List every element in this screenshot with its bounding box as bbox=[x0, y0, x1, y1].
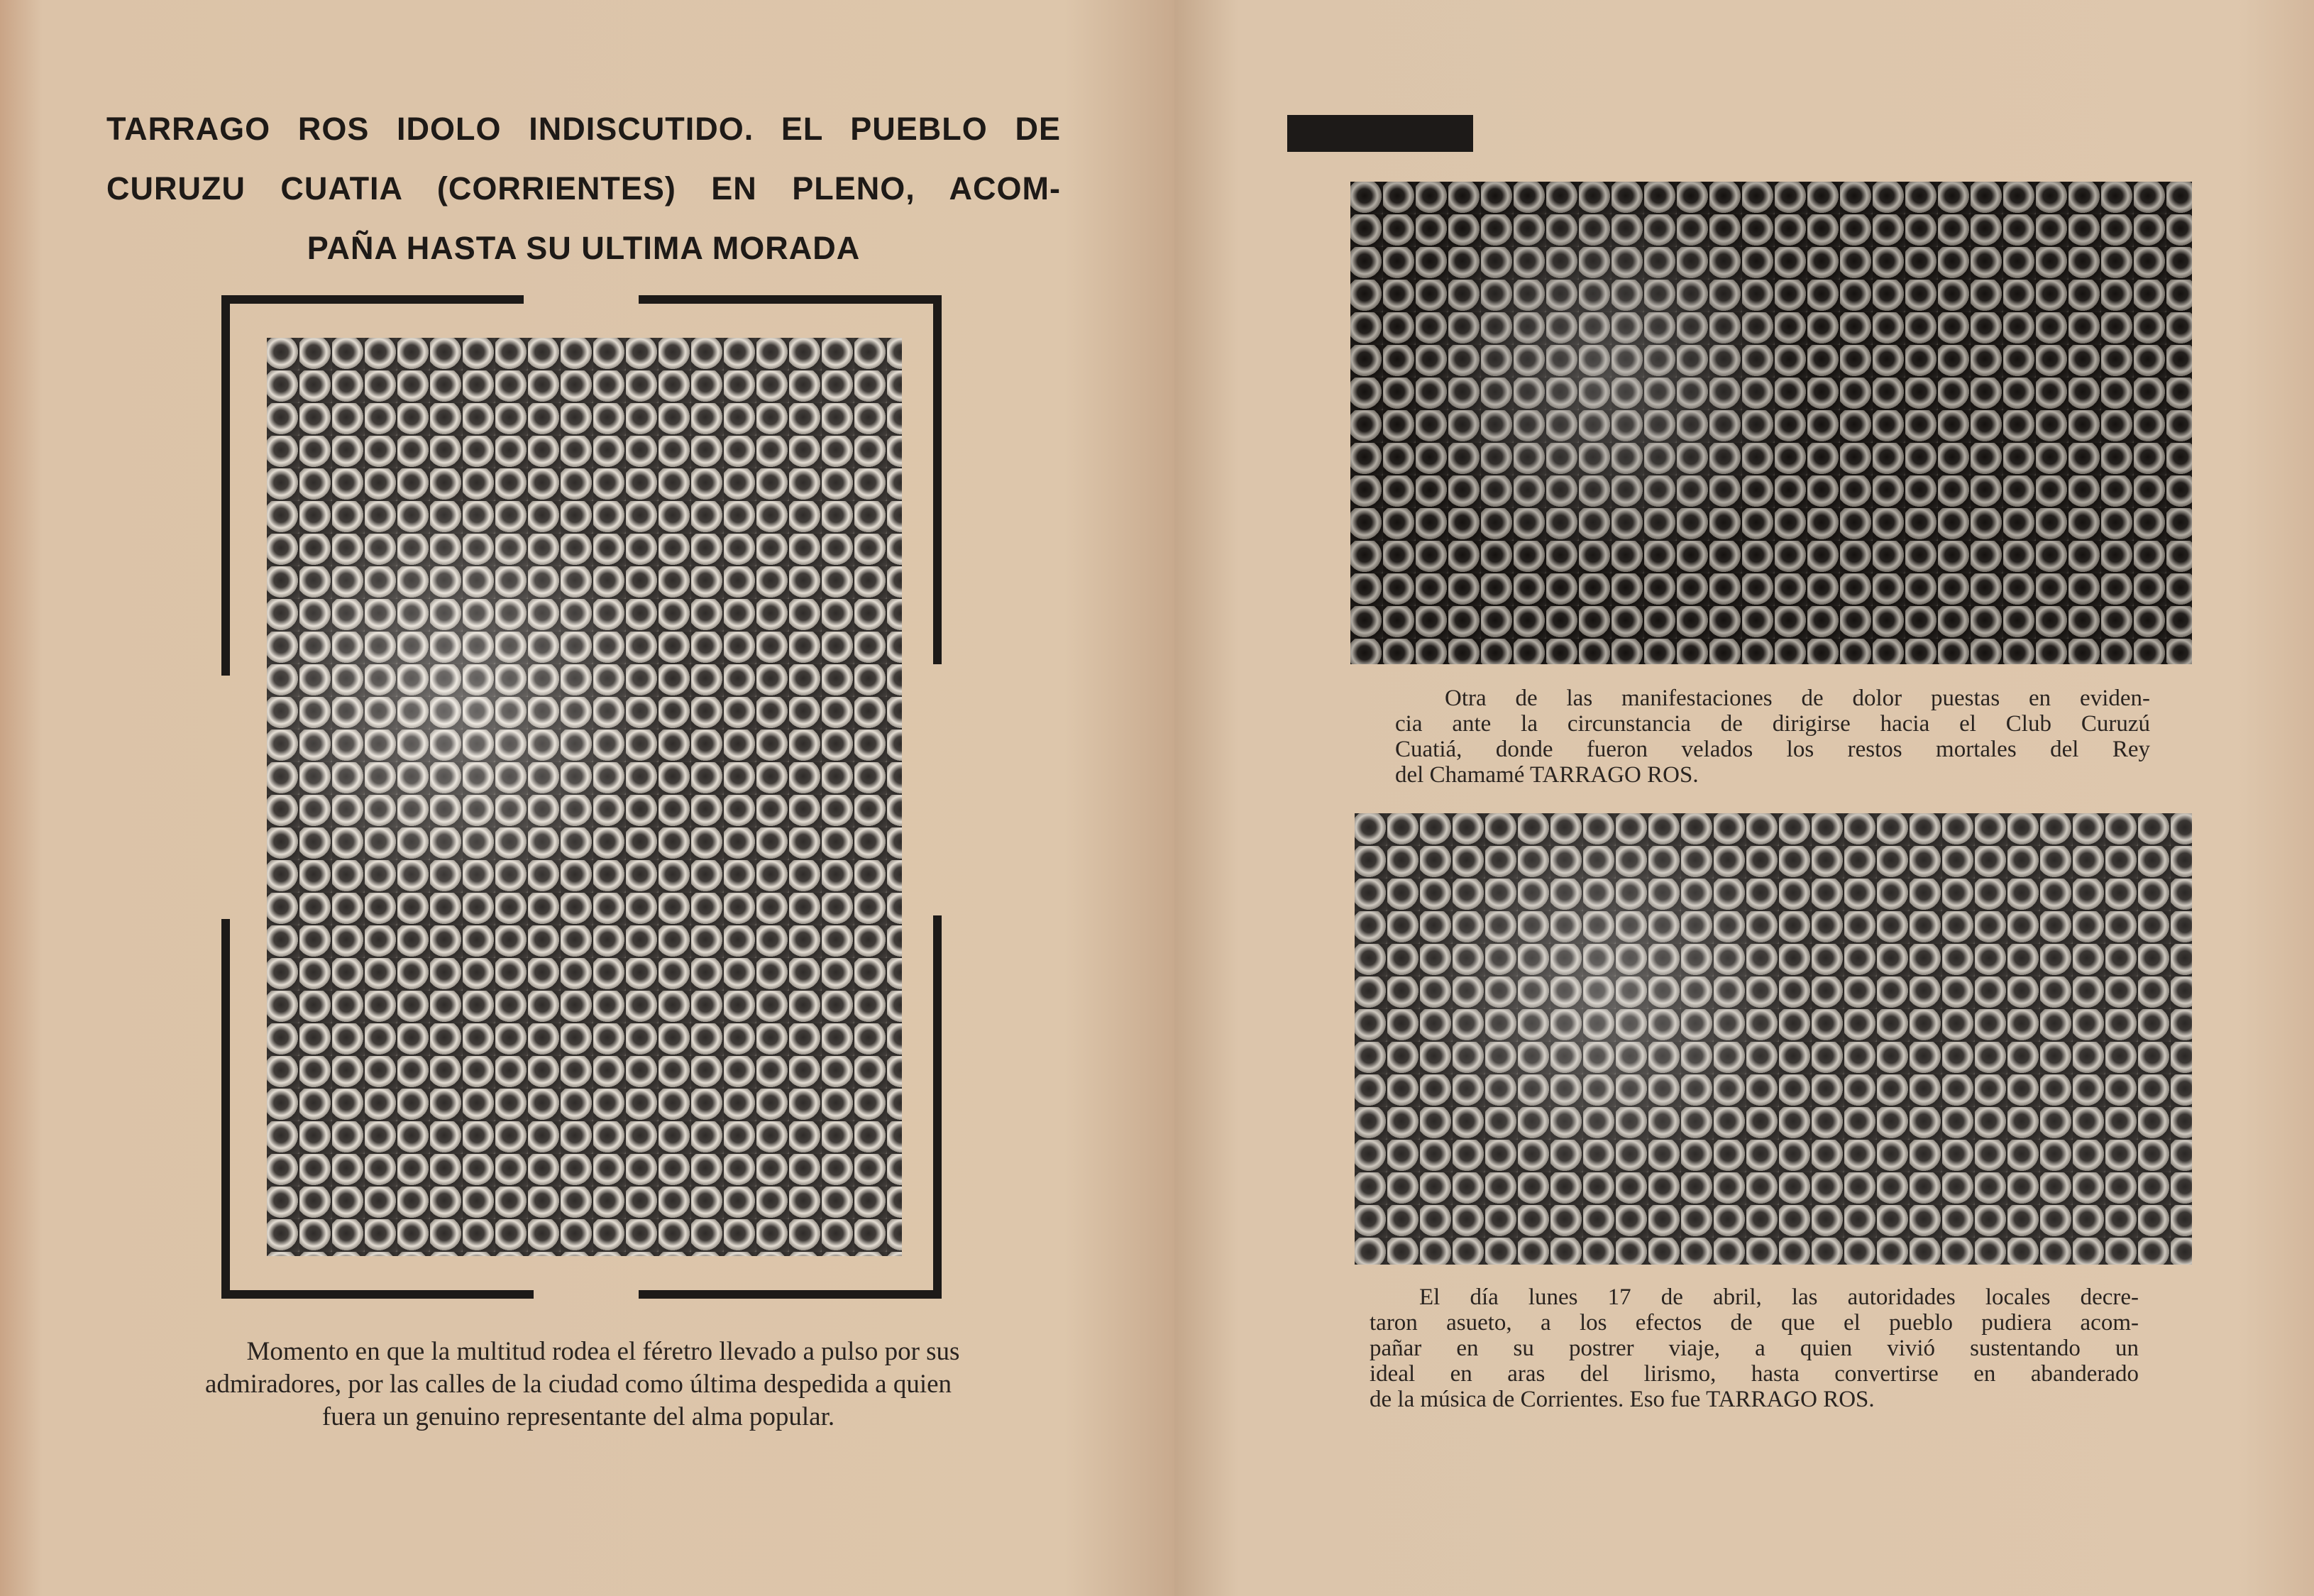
headline-line: CURUZU CUATIA (CORRIENTES) EN PLENO, ACOM- bbox=[106, 170, 1061, 207]
left-caption bbox=[103, 1336, 1054, 1433]
section-marker-bar bbox=[1287, 115, 1473, 152]
caption-line: admiradores, por las calles de la ciudad como última despedida a quien bbox=[204, 1370, 952, 1399]
caption-line: Otra de las manifestaciones de dolor puestas en eviden- bbox=[1445, 686, 2150, 711]
caption-line: del Chamamé TARRAGO ROS. bbox=[1395, 762, 1699, 788]
headline-line: TARRAGO ROS IDOLO INDISCUTIDO. EL PUEBLO DE bbox=[106, 111, 1061, 147]
crowd-coffin-photo bbox=[267, 338, 902, 1256]
caption-line: fuera un genuino representante del alma popular. bbox=[321, 1402, 835, 1431]
top-caption bbox=[1395, 686, 2150, 788]
caption-line: Cuatiá, donde fueron velados los restos mortales del Rey bbox=[1395, 737, 2150, 762]
caption-line: ideal en aras del lirismo, hasta convertirse en abanderado bbox=[1370, 1361, 2139, 1387]
crowd-photo-top bbox=[1350, 182, 2192, 664]
headline bbox=[106, 99, 1061, 278]
caption-line: El día lunes 17 de abril, las autoridades locales decre- bbox=[1419, 1284, 2139, 1310]
headline-line: PAÑA HASTA SU ULTIMA MORADA bbox=[307, 230, 861, 266]
caption-line: taron asueto, a los efectos de que el pueblo pudiera acom- bbox=[1370, 1310, 2139, 1336]
crowd-street-photo bbox=[1355, 813, 2192, 1265]
right-page bbox=[1174, 0, 2314, 1596]
caption-line: de la música de Corrientes. Eso fue TARRAGO ROS. bbox=[1370, 1387, 1875, 1412]
bottom-caption bbox=[1370, 1284, 2139, 1412]
caption-line: Momento en que la multitud rodea el féretro llevado a pulso por sus bbox=[246, 1337, 960, 1366]
caption-line: pañar en su postrer viaje, a quien vivió sustentando un bbox=[1370, 1336, 2139, 1361]
caption-line: cia ante la circunstancia de dirigirse hacia el Club Curuzú bbox=[1395, 711, 2150, 737]
